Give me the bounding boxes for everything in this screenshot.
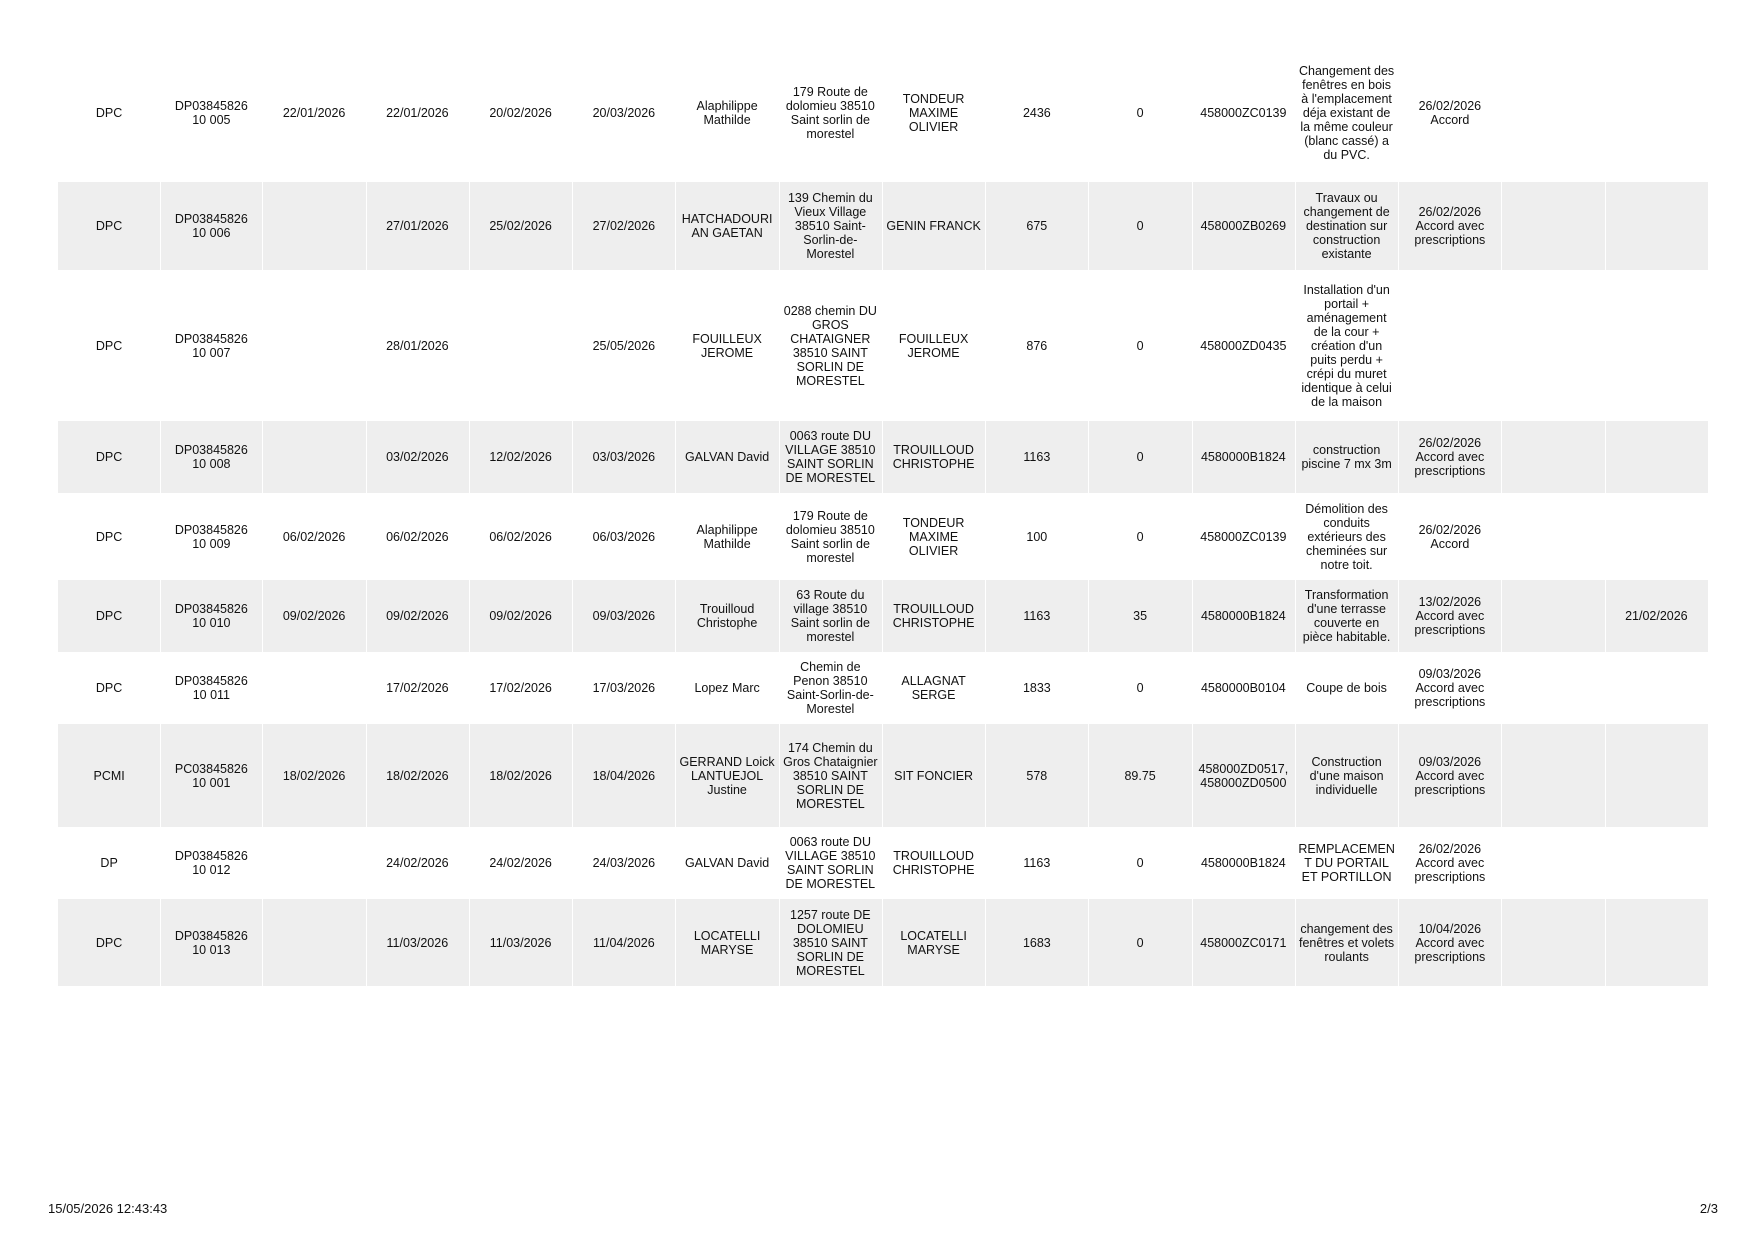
cell-adresse: 179 Route de dolomieu 38510 Saint sorlin de morestel bbox=[785, 508, 875, 565]
cell-demandeur: GERRAND Loick LANTUEJOL Justine bbox=[675, 724, 778, 827]
cell-surface-plancher: 89.75 bbox=[1088, 724, 1191, 827]
cell-date-extra bbox=[1605, 827, 1708, 899]
cell-adresse: Chemin de Penon 38510 Saint-Sorlin-de-Morestel bbox=[786, 660, 874, 716]
cell-date-depot bbox=[262, 421, 365, 493]
cell-decision: 26/02/2026 Accord bbox=[1418, 522, 1482, 551]
cell-adresse: 1257 route DE DOLOMIEU 38510 SAINT SORLIN DE MORESTEL bbox=[779, 899, 882, 986]
cell-decision: 26/02/2026 Accord avec prescriptions bbox=[1398, 182, 1501, 270]
cell-adresse: 174 Chemin du Gros Chataignier 38510 SAINT SORLIN DE MORESTEL bbox=[779, 724, 882, 827]
table-row bbox=[58, 493, 1708, 580]
cell-dossier-number: DP0384582610 006 bbox=[160, 182, 262, 270]
cell-demandeur: Alaphilippe Mathilde bbox=[696, 522, 758, 551]
cell-date-complet: 18/02/2026 bbox=[469, 724, 572, 827]
cell-date-complet: 20/02/2026 bbox=[489, 106, 552, 120]
cell-surface-plancher: 0 bbox=[1088, 899, 1191, 986]
cell-nature-travaux: construction piscine 7 mx 3m bbox=[1295, 421, 1398, 493]
cell-nature-travaux: Construction d'une maison individuelle bbox=[1295, 724, 1398, 827]
cell-adresse: 63 Route du village 38510 Saint sorlin de morestel bbox=[779, 580, 882, 652]
cell-date-enregistrement: 22/01/2026 bbox=[386, 106, 449, 120]
table-row bbox=[58, 724, 1708, 827]
cell-proprietaire: SIT FONCIER bbox=[882, 724, 985, 827]
cell-demandeur: Alaphilippe Mathilde bbox=[696, 99, 758, 127]
cell-date-limite: 25/05/2026 bbox=[592, 338, 656, 353]
cell-date-limite: 18/04/2026 bbox=[572, 724, 675, 827]
cell-surface-terrain: 1163 bbox=[985, 580, 1088, 652]
cell-type: DPC bbox=[58, 182, 160, 270]
cell-decision: 13/02/2026 Accord avec prescriptions bbox=[1398, 580, 1501, 652]
cell-empty bbox=[1501, 421, 1604, 493]
cell-date-limite: 17/03/2026 bbox=[592, 681, 656, 695]
cell-type: DPC bbox=[95, 106, 123, 120]
cell-nature-travaux: REMPLACEMENT DU PORTAIL ET PORTILLON bbox=[1298, 842, 1395, 884]
cell-type: DP bbox=[100, 856, 118, 870]
cell-date-depot bbox=[262, 182, 365, 270]
cell-date-limite: 09/03/2026 bbox=[572, 580, 675, 652]
cell-surface-plancher: 0 bbox=[1088, 421, 1191, 493]
cell-date-limite: 24/03/2026 bbox=[592, 856, 656, 870]
cell-date-complet: 17/02/2026 bbox=[489, 681, 552, 695]
cell-proprietaire: TONDEUR MAXIME OLIVIER bbox=[902, 515, 965, 558]
cell-decision: 26/02/2026 Accord bbox=[1418, 99, 1482, 127]
cell-empty bbox=[1501, 44, 1604, 182]
cell-decision: 10/04/2026 Accord avec prescriptions bbox=[1398, 899, 1501, 986]
cell-date-extra bbox=[1605, 44, 1708, 182]
table-row bbox=[58, 580, 1708, 652]
cell-date-enregistrement: 06/02/2026 bbox=[386, 529, 449, 544]
cell-dossier-number: DP0384582610 009 bbox=[174, 522, 248, 551]
cell-parcelles: 458000ZC0139 bbox=[1200, 106, 1287, 120]
cell-dossier-number: DP0384582610 013 bbox=[160, 899, 262, 986]
cell-surface-terrain: 100 bbox=[1026, 529, 1048, 544]
cell-demandeur: FOUILLEUX JEROME bbox=[692, 331, 762, 360]
cell-nature-travaux: Transformation d'une terrasse couverte en pièce habitable. bbox=[1295, 580, 1398, 652]
cell-date-extra bbox=[1605, 182, 1708, 270]
cell-date-enregistrement: 09/02/2026 bbox=[366, 580, 469, 652]
cell-empty bbox=[1501, 827, 1604, 899]
cell-date-limite: 20/03/2026 bbox=[592, 106, 656, 120]
cell-type: DPC bbox=[58, 421, 160, 493]
cell-proprietaire: TROUILLOUD CHRISTOPHE bbox=[882, 421, 985, 493]
cell-demandeur: HATCHADOURIAN GAETAN bbox=[675, 182, 778, 270]
table-body bbox=[58, 44, 1708, 986]
table-row bbox=[58, 182, 1708, 270]
cell-demandeur: GALVAN David bbox=[675, 421, 778, 493]
cell-surface-terrain: 578 bbox=[985, 724, 1088, 827]
cell-type: DPC bbox=[58, 899, 160, 986]
cell-date-depot: 09/02/2026 bbox=[262, 580, 365, 652]
cell-empty bbox=[1501, 493, 1604, 580]
table-row bbox=[58, 44, 1708, 182]
cell-nature-travaux: changement des fenêtres et volets roulants bbox=[1295, 899, 1398, 986]
cell-date-depot: 18/02/2026 bbox=[262, 724, 365, 827]
cell-date-extra bbox=[1605, 493, 1708, 580]
cell-date-enregistrement: 18/02/2026 bbox=[366, 724, 469, 827]
table-row bbox=[58, 421, 1708, 493]
cell-parcelles: 4580000B0104 bbox=[1200, 681, 1286, 695]
cell-surface-terrain: 1163 bbox=[1023, 856, 1051, 870]
cell-proprietaire: TROUILLOUD CHRISTOPHE bbox=[892, 849, 975, 877]
cell-surface-terrain: 1683 bbox=[985, 899, 1088, 986]
cell-parcelles: 458000ZD0435 bbox=[1200, 338, 1287, 353]
permits-table bbox=[58, 44, 1708, 986]
cell-proprietaire: TONDEUR MAXIME OLIVIER bbox=[902, 92, 965, 134]
footer-page-number: 2/3 bbox=[1699, 1201, 1718, 1216]
table-row bbox=[58, 270, 1708, 421]
cell-date-extra bbox=[1605, 652, 1708, 724]
cell-dossier-number: DP0384582610 007 bbox=[174, 331, 248, 360]
cell-surface-plancher: 35 bbox=[1088, 580, 1191, 652]
cell-date-enregistrement: 17/02/2026 bbox=[386, 681, 449, 695]
cell-surface-terrain: 675 bbox=[985, 182, 1088, 270]
cell-type: DPC bbox=[95, 338, 123, 353]
cell-dossier-number: DP0384582610 011 bbox=[174, 674, 248, 702]
cell-date-depot bbox=[262, 899, 365, 986]
cell-surface-terrain: 2436 bbox=[1022, 106, 1051, 120]
cell-proprietaire: GENIN FRANCK bbox=[882, 182, 985, 270]
cell-nature-travaux: Changement des fenêtres en bois à l'emplacement déja existant de la même couleur (blanc cassé) a du PVC. bbox=[1298, 64, 1395, 162]
cell-decision: 26/02/2026 Accord avec prescriptions bbox=[1398, 421, 1501, 493]
table-row bbox=[58, 827, 1708, 899]
cell-parcelles: 4580000B1824 bbox=[1200, 856, 1286, 870]
cell-proprietaire: ALLAGNAT SERGE bbox=[901, 674, 966, 702]
cell-date-complet: 24/02/2026 bbox=[489, 856, 552, 870]
cell-nature-travaux: Installation d'un portail + aménagement de la cour + création d'un puits perdu + crépi du muret identique à celui de la maison bbox=[1301, 282, 1392, 409]
cell-empty bbox=[1501, 899, 1604, 986]
cell-parcelles: 4580000B1824 bbox=[1192, 421, 1295, 493]
cell-proprietaire: FOUILLEUX JEROME bbox=[898, 331, 969, 360]
footer-print-date: 15/05/2026 12:43:43 bbox=[48, 1201, 168, 1216]
cell-dossier-number: PC0384582610 001 bbox=[160, 724, 262, 827]
cell-date-depot bbox=[262, 827, 365, 899]
cell-date-enregistrement: 28/01/2026 bbox=[386, 338, 449, 353]
cell-demandeur: Trouilloud Christophe bbox=[675, 580, 778, 652]
cell-type: DPC bbox=[95, 681, 123, 695]
cell-date-extra: 21/02/2026 bbox=[1605, 580, 1708, 652]
cell-empty bbox=[1501, 270, 1604, 421]
cell-type: DPC bbox=[58, 580, 160, 652]
cell-surface-plancher: 0 bbox=[1136, 106, 1144, 120]
cell-date-complet: 25/02/2026 bbox=[469, 182, 572, 270]
cell-date-depot bbox=[262, 652, 365, 724]
cell-parcelles: 458000ZD0517, 458000ZD0500 bbox=[1192, 724, 1295, 827]
cell-surface-plancher: 0 bbox=[1136, 338, 1144, 353]
cell-decision bbox=[1398, 270, 1501, 421]
cell-date-complet: 06/02/2026 bbox=[489, 529, 552, 544]
cell-date-extra bbox=[1605, 421, 1708, 493]
cell-dossier-number: DP0384582610 012 bbox=[174, 849, 248, 877]
cell-surface-terrain: 876 bbox=[1026, 338, 1048, 353]
cell-date-depot: 22/01/2026 bbox=[282, 106, 346, 120]
cell-date-limite: 27/02/2026 bbox=[572, 182, 675, 270]
cell-parcelles: 4580000B1824 bbox=[1192, 580, 1295, 652]
cell-decision: 09/03/2026 Accord avec prescriptions bbox=[1414, 667, 1486, 709]
cell-date-enregistrement: 24/02/2026 bbox=[386, 856, 449, 870]
cell-date-complet: 12/02/2026 bbox=[469, 421, 572, 493]
cell-parcelles: 458000ZC0171 bbox=[1192, 899, 1295, 986]
cell-proprietaire: LOCATELLI MARYSE bbox=[882, 899, 985, 986]
cell-adresse: 139 Chemin du Vieux Village 38510 Saint-Sorlin-de-Morestel bbox=[779, 182, 882, 270]
cell-type: PCMI bbox=[58, 724, 160, 827]
table-row bbox=[58, 652, 1708, 724]
cell-empty bbox=[1501, 182, 1604, 270]
cell-nature-travaux: Démolition des conduits extérieurs des cheminées sur notre toit. bbox=[1305, 501, 1388, 572]
cell-adresse: 0288 chemin DU GROS CHATAIGNER 38510 SAINT SORLIN DE MORESTEL bbox=[783, 303, 877, 388]
cell-decision: 26/02/2026 Accord avec prescriptions bbox=[1414, 842, 1486, 884]
cell-demandeur: Lopez Marc bbox=[694, 681, 760, 695]
cell-demandeur: GALVAN David bbox=[684, 856, 770, 870]
cell-surface-terrain: 1833 bbox=[1022, 681, 1051, 695]
cell-parcelles: 458000ZB0269 bbox=[1192, 182, 1295, 270]
cell-dossier-number: DP0384582610 008 bbox=[160, 421, 262, 493]
cell-surface-plancher: 0 bbox=[1136, 856, 1144, 870]
cell-dossier-number: DP0384582610 010 bbox=[160, 580, 262, 652]
cell-date-complet: 11/03/2026 bbox=[469, 899, 572, 986]
cell-adresse: 0063 route DU VILLAGE 38510 SAINT SORLIN DE MORESTEL bbox=[779, 421, 882, 493]
cell-empty bbox=[1501, 724, 1604, 827]
cell-date-enregistrement: 03/02/2026 bbox=[366, 421, 469, 493]
cell-type: DPC bbox=[95, 529, 123, 544]
cell-date-complet: 09/02/2026 bbox=[469, 580, 572, 652]
cell-date-limite: 11/04/2026 bbox=[572, 899, 675, 986]
cell-date-limite: 06/03/2026 bbox=[592, 529, 656, 544]
cell-surface-terrain: 1163 bbox=[985, 421, 1088, 493]
cell-dossier-number: DP0384582610 005 bbox=[174, 99, 248, 127]
cell-date-depot: 06/02/2026 bbox=[282, 529, 346, 544]
cell-adresse: 179 Route de dolomieu 38510 Saint sorlin de morestel bbox=[785, 85, 875, 141]
cell-date-enregistrement: 27/01/2026 bbox=[366, 182, 469, 270]
cell-date-enregistrement: 11/03/2026 bbox=[366, 899, 469, 986]
cell-adresse: 0063 route DU VILLAGE 38510 SAINT SORLIN DE MORESTEL bbox=[785, 835, 876, 891]
cell-date-extra bbox=[1605, 724, 1708, 827]
cell-date-depot bbox=[262, 270, 365, 421]
table-row bbox=[58, 899, 1708, 986]
cell-date-limite: 03/03/2026 bbox=[572, 421, 675, 493]
cell-surface-plancher: 0 bbox=[1088, 182, 1191, 270]
cell-date-extra bbox=[1605, 270, 1708, 421]
cell-date-complet bbox=[469, 270, 572, 421]
cell-proprietaire: TROUILLOUD CHRISTOPHE bbox=[882, 580, 985, 652]
cell-demandeur: LOCATELLI MARYSE bbox=[675, 899, 778, 986]
cell-surface-plancher: 0 bbox=[1136, 529, 1144, 544]
cell-empty bbox=[1501, 580, 1604, 652]
cell-empty bbox=[1501, 652, 1604, 724]
cell-parcelles: 458000ZC0139 bbox=[1200, 529, 1287, 544]
cell-nature-travaux: Coupe de bois bbox=[1306, 681, 1387, 695]
cell-decision: 09/03/2026 Accord avec prescriptions bbox=[1398, 724, 1501, 827]
cell-date-extra bbox=[1605, 899, 1708, 986]
cell-surface-plancher: 0 bbox=[1136, 681, 1144, 695]
cell-nature-travaux: Travaux ou changement de destination sur construction existante bbox=[1295, 182, 1398, 270]
